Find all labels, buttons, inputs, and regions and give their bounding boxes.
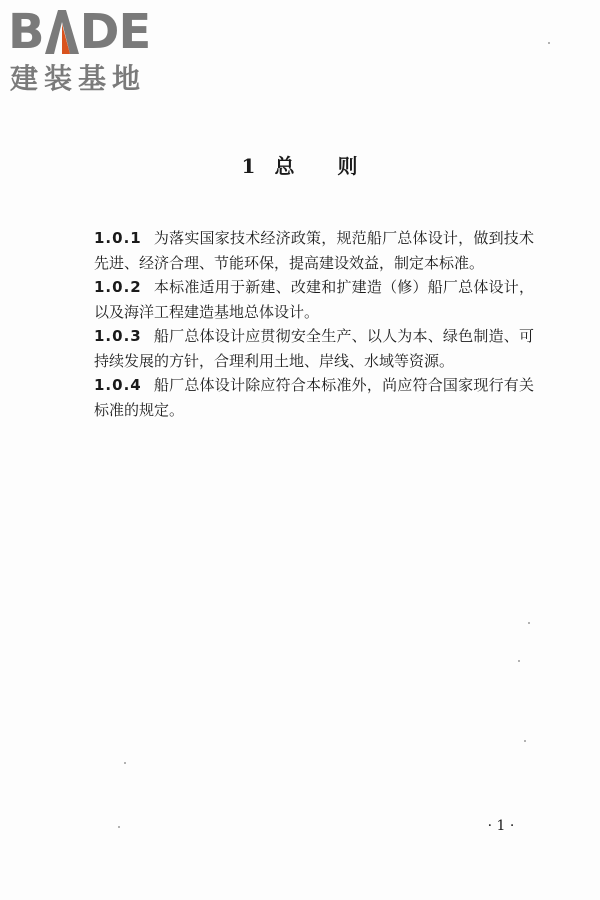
brand-logo	[8, 6, 178, 96]
clause-text: 本标准适用于新建、改建和扩建造（修）船厂总体设计，以及海洋工程建造基地总体设计。	[94, 278, 534, 321]
scan-speck	[518, 660, 520, 662]
scan-speck	[528, 622, 530, 624]
chapter-title	[0, 150, 600, 179]
clause-number: 1.0.4	[94, 376, 142, 394]
chapter-title-part1: 总	[274, 154, 296, 178]
clause-item	[94, 275, 534, 324]
logo-letter-e: E	[118, 4, 151, 60]
logo-wordmark	[8, 6, 150, 58]
logo-subtitle: 建装基地	[10, 62, 147, 95]
scan-speck	[124, 762, 126, 764]
clause-item	[94, 373, 534, 422]
chapter-title-part2: 则	[337, 154, 359, 178]
clause-item	[94, 226, 534, 275]
scan-speck	[118, 826, 120, 828]
clause-number: 1.0.3	[94, 327, 142, 345]
scan-speck	[548, 42, 550, 44]
clause-text: 为落实国家技术经济政策，规范船厂总体设计，做到技术先进、经济合理、节能环保，提高建设效益，制定本标准。	[94, 229, 534, 272]
clause-text: 船厂总体设计除应符合本标准外，尚应符合国家现行有关标准的规定。	[94, 376, 534, 419]
clause-item	[94, 324, 534, 373]
logo-letter-d: D	[79, 4, 119, 60]
clause-list	[94, 226, 534, 422]
scan-speck	[524, 740, 526, 742]
clause-text: 船厂总体设计应贯彻安全生产、以人为本、绿色制造、可持续发展的方针，合理利用土地、岸线、水域等资源。	[94, 327, 534, 370]
clause-number: 1.0.1	[94, 229, 142, 247]
logo-letter-a-icon	[45, 6, 79, 58]
logo-letter-b: B	[8, 4, 44, 60]
chapter-number: 1	[241, 154, 257, 178]
page-number: · 1 ·	[487, 818, 515, 834]
clause-number: 1.0.2	[94, 278, 142, 296]
